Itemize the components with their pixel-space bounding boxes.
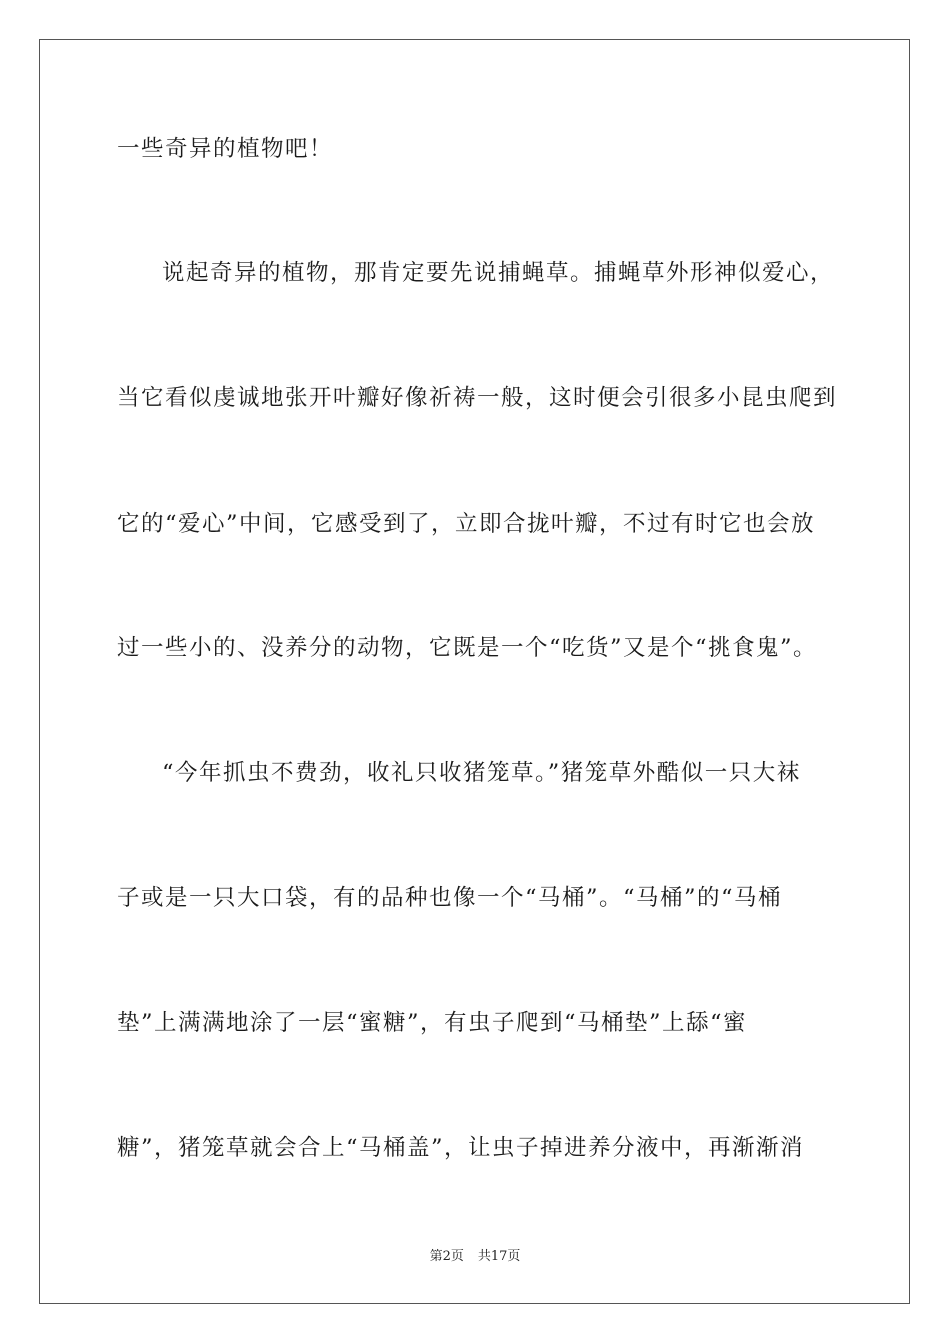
text-line: 过一些小的、没养分的动物，它既是一个“吃货”又是个“挑食鬼”。 [117, 635, 818, 661]
text-line: 当它看似虔诚地张开叶瓣好像祈祷一般，这时便会引很多小昆虫爬到 [117, 385, 838, 411]
text-line: 糖”，猪笼草就会合上“马桶盖”，让虫子掉进养分液中，再渐渐消 [117, 1135, 805, 1161]
text-line: 子或是一只大口袋，有的品种也像一个“马桶”。“马桶”的“马桶 [117, 885, 783, 911]
paragraph-start-line: “今年抓虫不费劲，收礼只收猪笼草。”猪笼草外酷似一只大袜 [162, 760, 801, 786]
text-line: 垫”上满满地涂了一层“蜜糖”，有虫子爬到“马桶垫”上舔“蜜 [117, 1010, 748, 1036]
text-line: 一些奇异的植物吧！ [117, 136, 334, 162]
page-frame [39, 39, 910, 1304]
paragraph-start-line: 说起奇异的植物，那肯定要先说捕蝇草。捕蝇草外形神似爱心， [162, 260, 835, 286]
total-pages: 共17页 [477, 1249, 521, 1264]
page-number: 第2页 [429, 1249, 464, 1264]
text-line: 它的“爱心”中间，它感受到了，立即合拢叶瓣，不过有时它也会放 [117, 511, 816, 537]
page-footer [0, 1248, 950, 1266]
